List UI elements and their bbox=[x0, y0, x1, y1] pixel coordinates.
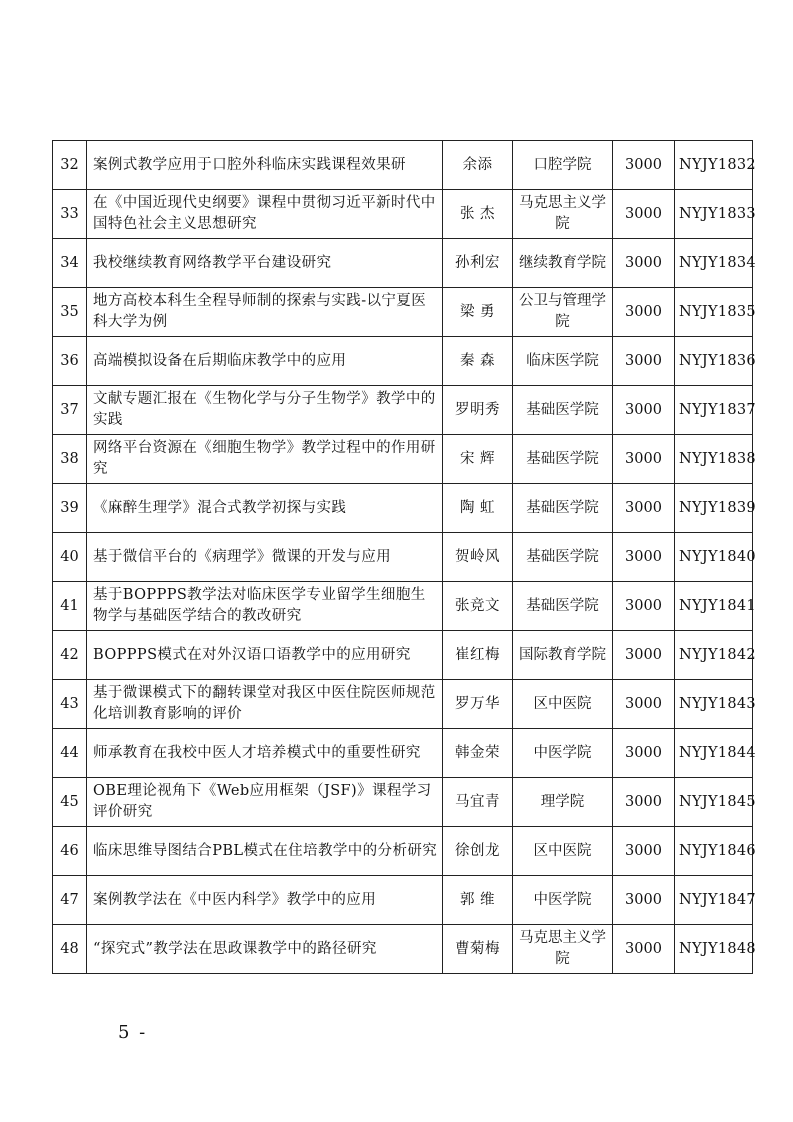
table-row bbox=[53, 533, 753, 582]
table-row bbox=[53, 190, 753, 239]
funding-cell: 3000 bbox=[613, 288, 675, 337]
row-number-cell: 44 bbox=[53, 729, 87, 778]
table-row bbox=[53, 141, 753, 190]
project-lead-cell: 徐创龙 bbox=[443, 827, 513, 876]
project-code-cell: NYJY1843 bbox=[675, 680, 753, 729]
project-lead-cell: 秦 森 bbox=[443, 337, 513, 386]
row-number-cell: 39 bbox=[53, 484, 87, 533]
project-code-cell: NYJY1844 bbox=[675, 729, 753, 778]
project-code-cell: NYJY1836 bbox=[675, 337, 753, 386]
project-title-cell: 高端模拟设备在后期临床教学中的应用 bbox=[87, 337, 443, 386]
department-cell: 继续教育学院 bbox=[513, 239, 613, 288]
row-number-cell: 48 bbox=[53, 925, 87, 974]
department-cell: 临床医学院 bbox=[513, 337, 613, 386]
project-title-cell: 文献专题汇报在《生物化学与分子生物学》教学中的实践 bbox=[87, 386, 443, 435]
project-lead-cell: 崔红梅 bbox=[443, 631, 513, 680]
table-row bbox=[53, 386, 753, 435]
project-title-cell: 《麻醉生理学》混合式教学初探与实践 bbox=[87, 484, 443, 533]
project-title-cell: 我校继续教育网络教学平台建设研究 bbox=[87, 239, 443, 288]
project-title-cell: 在《中国近现代史纲要》课程中贯彻习近平新时代中国特色社会主义思想研究 bbox=[87, 190, 443, 239]
row-number-cell: 47 bbox=[53, 876, 87, 925]
project-lead-cell: 孙利宏 bbox=[443, 239, 513, 288]
project-table bbox=[52, 140, 756, 974]
project-lead-cell: 张竞文 bbox=[443, 582, 513, 631]
row-number-cell: 33 bbox=[53, 190, 87, 239]
project-code-cell: NYJY1838 bbox=[675, 435, 753, 484]
table-row bbox=[53, 876, 753, 925]
project-code-cell: NYJY1832 bbox=[675, 141, 753, 190]
project-title-cell: 案例教学法在《中医内科学》教学中的应用 bbox=[87, 876, 443, 925]
project-lead-cell: 韩金荣 bbox=[443, 729, 513, 778]
funding-cell: 3000 bbox=[613, 337, 675, 386]
page-number: 5 - bbox=[118, 1022, 148, 1043]
table-row bbox=[53, 337, 753, 386]
funding-cell: 3000 bbox=[613, 925, 675, 974]
table-row bbox=[53, 484, 753, 533]
table-row bbox=[53, 680, 753, 729]
funding-cell: 3000 bbox=[613, 631, 675, 680]
row-number-cell: 43 bbox=[53, 680, 87, 729]
project-code-cell: NYJY1835 bbox=[675, 288, 753, 337]
funding-cell: 3000 bbox=[613, 533, 675, 582]
department-cell: 基础医学院 bbox=[513, 484, 613, 533]
project-title-cell: “探究式”教学法在思政课教学中的路径研究 bbox=[87, 925, 443, 974]
project-title-cell: 基于微信平台的《病理学》微课的开发与应用 bbox=[87, 533, 443, 582]
funding-cell: 3000 bbox=[613, 827, 675, 876]
row-number-cell: 35 bbox=[53, 288, 87, 337]
funding-cell: 3000 bbox=[613, 484, 675, 533]
funding-cell: 3000 bbox=[613, 435, 675, 484]
project-code-cell: NYJY1846 bbox=[675, 827, 753, 876]
project-lead-cell: 梁 勇 bbox=[443, 288, 513, 337]
department-cell: 基础医学院 bbox=[513, 386, 613, 435]
department-cell: 口腔学院 bbox=[513, 141, 613, 190]
row-number-cell: 38 bbox=[53, 435, 87, 484]
funding-cell: 3000 bbox=[613, 239, 675, 288]
project-code-cell: NYJY1840 bbox=[675, 533, 753, 582]
project-code-cell: NYJY1841 bbox=[675, 582, 753, 631]
department-cell: 基础医学院 bbox=[513, 582, 613, 631]
department-cell: 区中医院 bbox=[513, 680, 613, 729]
row-number-cell: 46 bbox=[53, 827, 87, 876]
project-lead-cell: 郭 维 bbox=[443, 876, 513, 925]
row-number-cell: 36 bbox=[53, 337, 87, 386]
project-code-cell: NYJY1834 bbox=[675, 239, 753, 288]
project-lead-cell: 贺岭风 bbox=[443, 533, 513, 582]
table-row bbox=[53, 729, 753, 778]
funding-cell: 3000 bbox=[613, 778, 675, 827]
table-row bbox=[53, 827, 753, 876]
table-row bbox=[53, 631, 753, 680]
table-row bbox=[53, 925, 753, 974]
project-lead-cell: 张 杰 bbox=[443, 190, 513, 239]
department-cell: 基础医学院 bbox=[513, 435, 613, 484]
project-title-cell: 基于微课模式下的翻转课堂对我区中医住院医师规范化培训教育影响的评价 bbox=[87, 680, 443, 729]
project-title-cell: 临床思维导图结合PBL模式在住培教学中的分析研究 bbox=[87, 827, 443, 876]
project-lead-cell: 罗明秀 bbox=[443, 386, 513, 435]
project-lead-cell: 宋 辉 bbox=[443, 435, 513, 484]
project-title-cell: 基于BOPPPS教学法对临床医学专业留学生细胞生物学与基础医学结合的教改研究 bbox=[87, 582, 443, 631]
table-row bbox=[53, 239, 753, 288]
table-row bbox=[53, 582, 753, 631]
row-number-cell: 42 bbox=[53, 631, 87, 680]
row-number-cell: 45 bbox=[53, 778, 87, 827]
row-number-cell: 32 bbox=[53, 141, 87, 190]
department-cell: 国际教育学院 bbox=[513, 631, 613, 680]
project-code-cell: NYJY1847 bbox=[675, 876, 753, 925]
department-cell: 马克思主义学院 bbox=[513, 925, 613, 974]
funding-cell: 3000 bbox=[613, 729, 675, 778]
department-cell: 基础医学院 bbox=[513, 533, 613, 582]
funding-cell: 3000 bbox=[613, 680, 675, 729]
table-row bbox=[53, 435, 753, 484]
project-code-cell: NYJY1839 bbox=[675, 484, 753, 533]
funding-cell: 3000 bbox=[613, 190, 675, 239]
department-cell: 中医学院 bbox=[513, 876, 613, 925]
project-title-cell: 师承教育在我校中医人才培养模式中的重要性研究 bbox=[87, 729, 443, 778]
project-title-cell: 网络平台资源在《细胞生物学》教学过程中的作用研究 bbox=[87, 435, 443, 484]
project-lead-cell: 马宜青 bbox=[443, 778, 513, 827]
department-cell: 公卫与管理学院 bbox=[513, 288, 613, 337]
project-code-cell: NYJY1833 bbox=[675, 190, 753, 239]
department-cell: 理学院 bbox=[513, 778, 613, 827]
project-table-body bbox=[53, 141, 756, 974]
project-lead-cell: 罗万华 bbox=[443, 680, 513, 729]
row-number-cell: 34 bbox=[53, 239, 87, 288]
project-lead-cell: 曹菊梅 bbox=[443, 925, 513, 974]
department-cell: 区中医院 bbox=[513, 827, 613, 876]
table-row bbox=[53, 778, 753, 827]
project-lead-cell: 余添 bbox=[443, 141, 513, 190]
row-number-cell: 41 bbox=[53, 582, 87, 631]
project-title-cell: BOPPPS模式在对外汉语口语教学中的应用研究 bbox=[87, 631, 443, 680]
project-title-cell: 案例式教学应用于口腔外科临床实践课程效果研 bbox=[87, 141, 443, 190]
table-row bbox=[53, 288, 753, 337]
row-number-cell: 40 bbox=[53, 533, 87, 582]
project-lead-cell: 陶 虹 bbox=[443, 484, 513, 533]
department-cell: 中医学院 bbox=[513, 729, 613, 778]
funding-cell: 3000 bbox=[613, 582, 675, 631]
project-title-cell: OBE理论视角下《Web应用框架（JSF)》课程学习评价研究 bbox=[87, 778, 443, 827]
funding-cell: 3000 bbox=[613, 386, 675, 435]
funding-cell: 3000 bbox=[613, 141, 675, 190]
project-title-cell: 地方高校本科生全程导师制的探索与实践-以宁夏医科大学为例 bbox=[87, 288, 443, 337]
project-code-cell: NYJY1842 bbox=[675, 631, 753, 680]
department-cell: 马克思主义学院 bbox=[513, 190, 613, 239]
project-code-cell: NYJY1837 bbox=[675, 386, 753, 435]
project-code-cell: NYJY1848 bbox=[675, 925, 753, 974]
project-code-cell: NYJY1845 bbox=[675, 778, 753, 827]
row-number-cell: 37 bbox=[53, 386, 87, 435]
funding-cell: 3000 bbox=[613, 876, 675, 925]
